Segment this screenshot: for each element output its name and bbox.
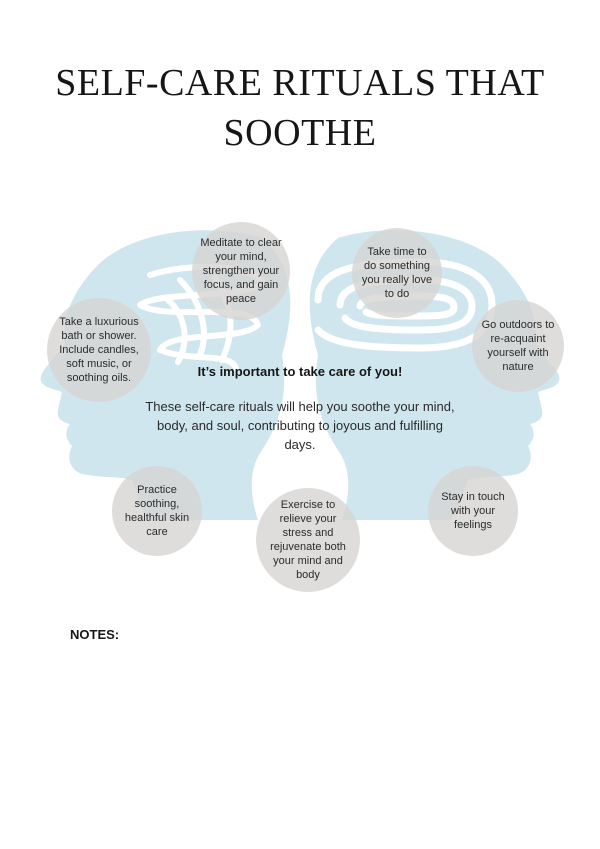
ritual-bubble-skincare (112, 466, 202, 556)
ritual-bubble-meditate (192, 222, 290, 320)
ritual-text: Take time to do something you really love to do (361, 246, 433, 300)
ritual-text: Exercise to relieve your stress and rejuvenate both your mind and body (270, 499, 346, 581)
ritual-bubble-bath (47, 298, 151, 402)
ritual-bubble-feelings (428, 466, 518, 556)
ritual-text: Stay in touch with your feelings (441, 491, 505, 531)
ritual-text: Go outdoors to re-acquaint yourself with nature (481, 319, 555, 373)
center-body-text: These self-care rituals will help you soothe your mind, body, and soul, contributing to joyous and fulfilling days. (145, 399, 455, 452)
ritual-bubble-hobby (352, 228, 442, 318)
ritual-text: Practice soothing, healthful skin care (124, 484, 190, 538)
notes-label: NOTES: (70, 627, 120, 642)
ritual-bubble-exercise (256, 488, 360, 592)
ritual-text: Meditate to clear your mind, strengthen your focus, and gain peace (200, 237, 282, 305)
center-heading: It’s important to take care of you! (197, 364, 403, 379)
ritual-bubble-outdoors (472, 300, 564, 392)
page-title: SELF-CARE RITUALS THAT SOOTHE (55, 62, 545, 154)
ritual-text: Take a luxurious bath or shower. Include candles, soft music, or soothing oils. (59, 316, 139, 384)
